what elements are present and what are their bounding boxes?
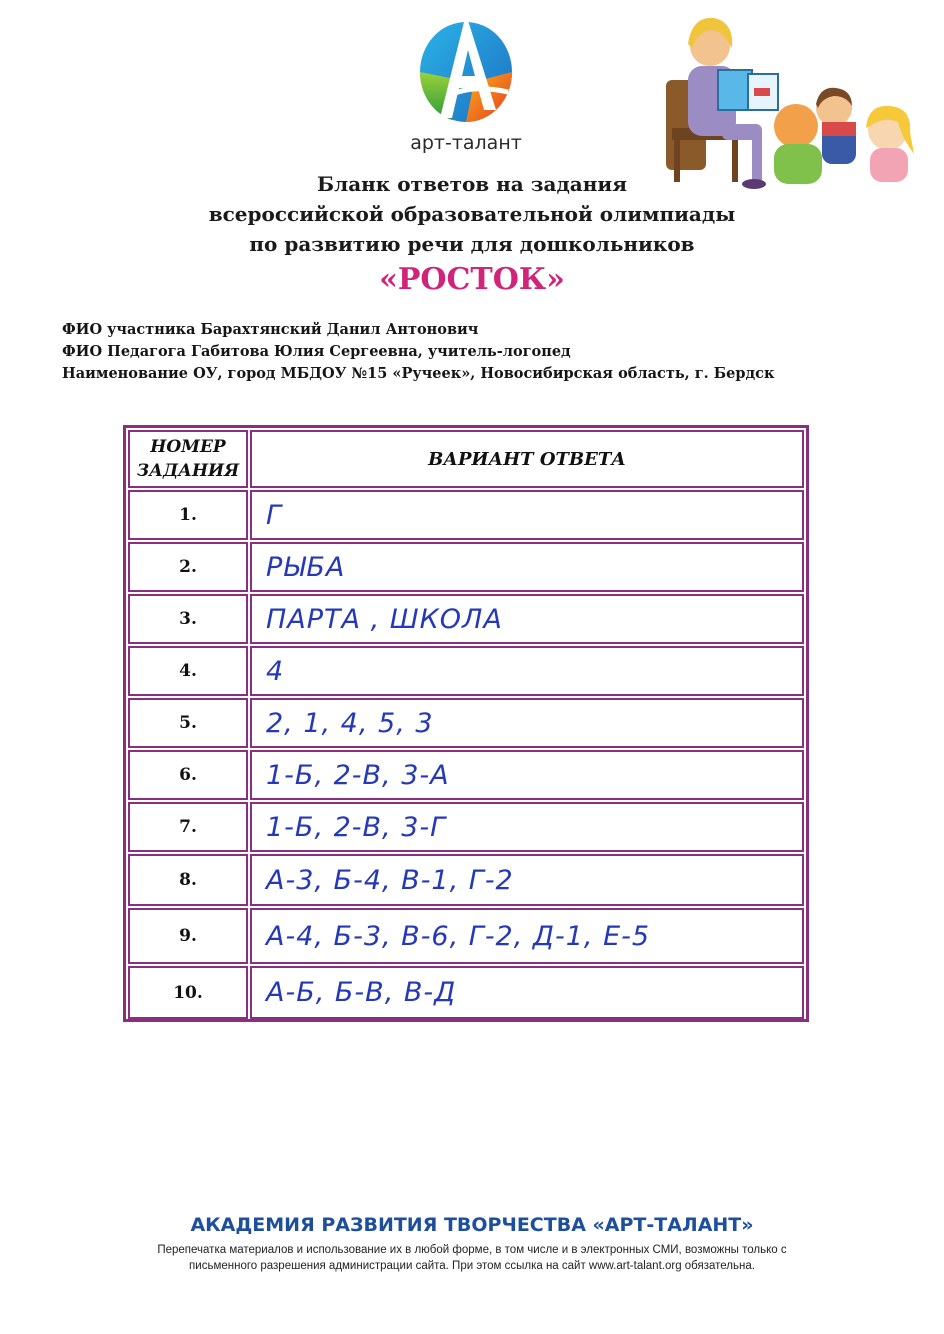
olympiad-name: «РОСТОК» bbox=[379, 262, 565, 297]
header-answer: ВАРИАНТ ОТВЕТА bbox=[250, 430, 804, 488]
answer-text: Г bbox=[250, 490, 804, 540]
title-line-2: всероссийской образовательной олимпиады bbox=[208, 202, 736, 226]
answer-table bbox=[123, 425, 809, 1022]
header-task-number-line-1: НОМЕР bbox=[150, 437, 226, 457]
table-row bbox=[126, 490, 806, 540]
participant-name: ФИО участника Барахтянский Данил Антонович bbox=[62, 321, 479, 338]
answer-text: 1-Б, 2-В, 3-А bbox=[250, 750, 804, 800]
footer-note-line-2: письменного разрешения администрации сайта. При этом ссылка на сайт www.art-talant.org обязательна. bbox=[189, 1260, 755, 1272]
table-row bbox=[126, 750, 806, 800]
teacher-name: ФИО Педагога Габитова Юлия Сергеевна, учитель-логопед bbox=[62, 343, 571, 360]
answer-text: РЫБА bbox=[250, 542, 804, 592]
answer-text: А-3, Б-4, В-1, Г-2 bbox=[250, 854, 804, 906]
task-number: 1. bbox=[128, 490, 248, 540]
school-name: Наименование ОУ, город МБДОУ №15 «Ручеек», Новосибирская область, г. Бердск bbox=[62, 365, 775, 382]
title-line-1: Бланк ответов на задания bbox=[317, 172, 627, 196]
table-row bbox=[126, 802, 806, 852]
table-row bbox=[126, 966, 806, 1019]
answer-text: 1-Б, 2-В, 3-Г bbox=[250, 802, 804, 852]
task-number: 5. bbox=[128, 698, 248, 748]
task-number: 10. bbox=[128, 966, 248, 1019]
answer-text: ПАРТА , ШКОЛА bbox=[250, 594, 804, 644]
task-number: 6. bbox=[128, 750, 248, 800]
task-number: 4. bbox=[128, 646, 248, 696]
teacher-children-illustration-icon bbox=[662, 8, 924, 194]
table-row bbox=[126, 646, 806, 696]
art-talant-logo-icon bbox=[412, 10, 520, 130]
table-header-row bbox=[126, 430, 806, 488]
footer-note-line-1: Перепечатка материалов и использование их в любой форме, в том числе и в электронных СМИ, возможны только с bbox=[157, 1244, 787, 1256]
table-row bbox=[126, 542, 806, 592]
title-line-3: по развитию речи для дошкольников bbox=[249, 232, 695, 256]
header-task-number bbox=[128, 430, 248, 488]
answer-text: А-Б, Б-В, В-Д bbox=[250, 966, 804, 1019]
task-number: 7. bbox=[128, 802, 248, 852]
footer-title: АКАДЕМИЯ РАЗВИТИЯ ТВОРЧЕСТВА «АРТ-ТАЛАНТ» bbox=[190, 1214, 754, 1236]
task-number: 3. bbox=[128, 594, 248, 644]
answer-text: А-4, Б-3, В-6, Г-2, Д-1, Е-5 bbox=[250, 908, 804, 964]
task-number: 2. bbox=[128, 542, 248, 592]
answer-text: 4 bbox=[250, 646, 804, 696]
table-row bbox=[126, 698, 806, 748]
table-row bbox=[126, 854, 806, 906]
answer-text: 2, 1, 4, 5, 3 bbox=[250, 698, 804, 748]
table-row bbox=[126, 594, 806, 644]
task-number: 8. bbox=[128, 854, 248, 906]
logo-text: арт-талант bbox=[410, 132, 522, 154]
task-number: 9. bbox=[128, 908, 248, 964]
table-row bbox=[126, 908, 806, 964]
header-task-number-line-2: ЗАДАНИЯ bbox=[136, 461, 240, 481]
